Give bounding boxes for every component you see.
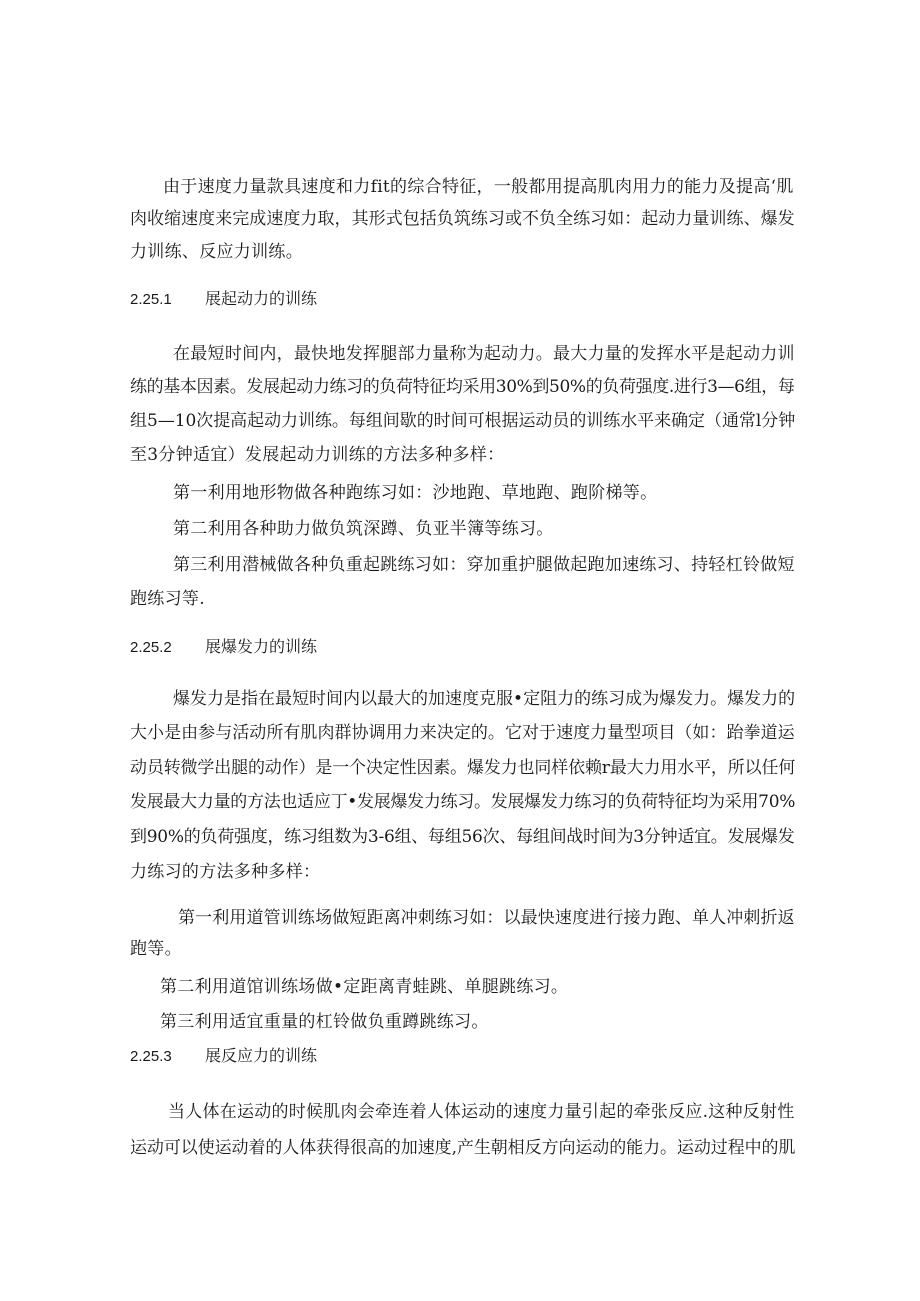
paragraph-2-line-1: 在最短时间内，最快地发挥腿部力量称为起动力。最大力量的发挥水平是起动力训 [173,344,795,364]
paragraph-6-line-3: 动员转微学出腿的动作）是一个决定性因素。爆发力也同样依赖r最大力用水平，所以任何 [130,758,796,778]
paragraph-10-line-1: 当人体在运动的时候肌肉会牵连着人体运动的速度力量引起的牵张反应.这种反射性 [168,1102,795,1122]
paragraph-2-line-2: 练的基本因素。发展起动力练习的负荷特征均采用30%到50%的负荷强度.进行3—6组，每 [130,377,795,397]
paragraph-6-line-2: 大小是由参与活动所有肌肉群协调用力来决定的。它对于速度力量型项目（如：跆拳道运 [130,723,795,743]
paragraph-4: 第二利用各种助力做负筑深蹲、负亚半簿等练习。 [173,519,554,539]
paragraph-10-line-2: 运动可以使运动着的人体获得很高的加速度,产生朝相反方向运动的能力。运动过程中的肌 [130,1138,796,1158]
paragraph-3: 第一利用地形物做各种跑练习如：沙地跑、草地跑、跑阶梯等。 [173,483,658,503]
paragraph-1-line-1: 由于速度力量款具速度和力fit的综合特征，一般都用提高肌肉用力的能力及提高‘肌 [163,177,794,197]
paragraph-7-line-1: 第一利用道管训练场做短距离冲刺练习如：以最快速度进行接力跑、单人冲刺折返 [178,908,795,928]
section-heading-2-25-3 [130,1045,317,1068]
paragraph-6-line-1: 爆发力是指在最短时间内以最大的加速度克服•定阻力的练习成为爆发力。爆发力的 [173,689,796,709]
paragraph-6-line-5: 到90%的负荷强度，练习组数为3-6组、每组56次、每组间战时间为3分钟适宜。发展爆发 [130,827,795,847]
section-number: 2.25.2 [130,639,172,656]
section-title: 展爆发力的训练 [205,637,318,656]
paragraph-7-line-2: 跑等。 [130,939,182,959]
paragraph-1-line-3: 力训练、反应力训练。 [130,242,303,262]
section-title: 展起动力的训练 [205,289,318,308]
paragraph-6-line-4: 发展最大力量的方法也适应丁•发展爆发力练习。发展爆发力练习的负荷特征均为采用70% [130,792,796,812]
paragraph-2-line-4: 至3分钟适宜）发展起动力训练的方法多种多样： [130,445,505,465]
section-number: 2.25.3 [130,1048,172,1065]
paragraph-8: 第二利用道馆训练场做•定距离青蛙跳、单腿跳练习。 [160,977,569,997]
section-number: 2.25.1 [130,291,172,308]
paragraph-2-line-3: 组5—10次提高起动力训练。每组间歇的时间可根据运动员的训练水平来确定（通常l分钟 [130,411,796,431]
paragraph-1-line-2: 肉收缩速度来完成速度力取，其形式包括负筑练习或不负全练习如：起动力量训练、爆发 [130,209,795,229]
section-heading-2-25-1 [130,288,317,311]
paragraph-5-line-1: 第三利用潜械做各种负重起跳练习如：穿加重护腿做起跑加速练习、持轻杠铃做短 [173,555,795,575]
paragraph-9: 第三利用适宜重量的杠铃做负重蹲跳练习。 [160,1012,489,1032]
paragraph-5-line-2: 跑练习等. [130,589,205,609]
paragraph-6-line-6: 力练习的方法多种多样： [130,862,321,882]
section-heading-2-25-2 [130,636,317,659]
section-title: 展反应力的训练 [205,1046,318,1065]
